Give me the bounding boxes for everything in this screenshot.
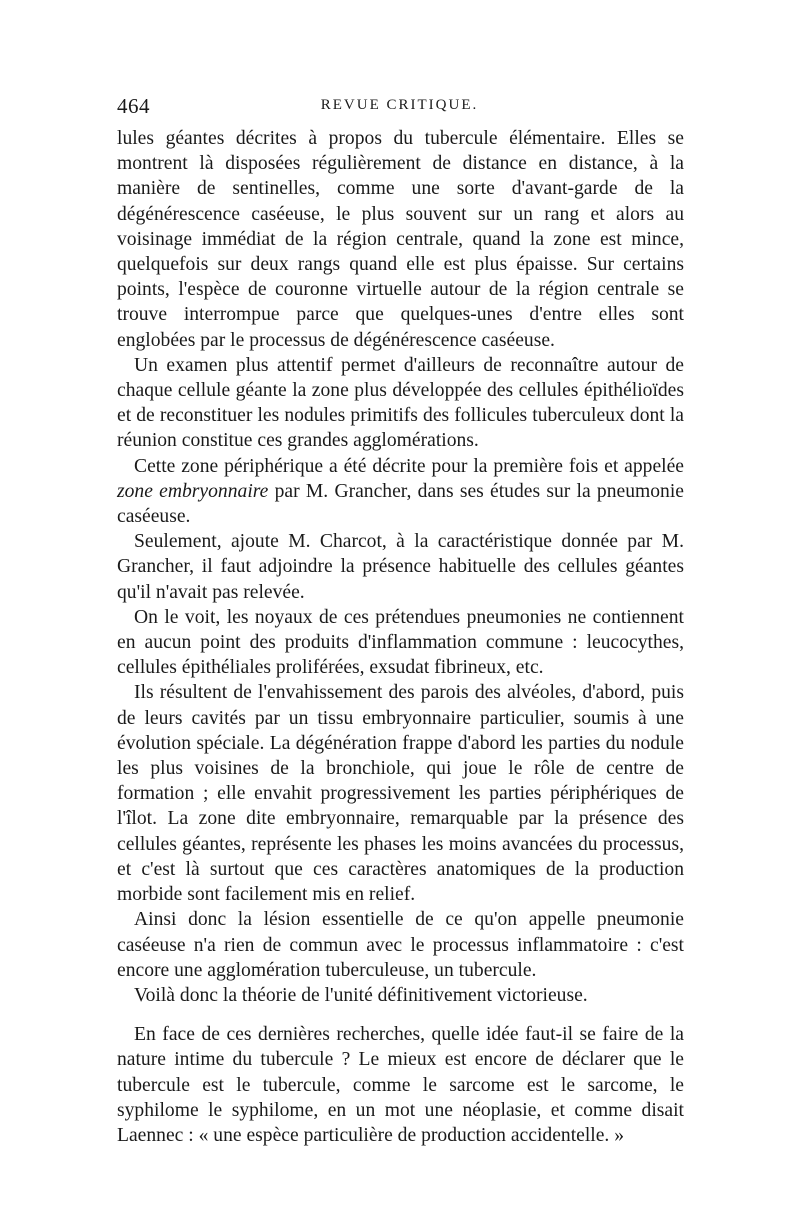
paragraph: Un examen plus attentif permet d'ailleurs de reconnaître autour de chaque cellule géante la zone plus développée des cellules épithélioïdes et de reconstituer les nodules primitifs des follicules tuberculeux dont la réunion constitue ces grandes agglomérations. bbox=[117, 354, 684, 452]
page-number: 464 bbox=[117, 94, 150, 118]
paragraph-zone-embryonnaire bbox=[117, 454, 684, 530]
paragraph: Ainsi donc la lésion essentielle de ce qu'on appelle pneumonie caséeuse n'a rien de commun avec le processus inflammatoire : c'est encore une agglomération tuberculeuse, un tubercule. bbox=[117, 909, 684, 981]
paragraph-text-before: Cette zone périphérique a été décrite pour la première fois et appelée bbox=[134, 455, 684, 477]
running-head: REVUE CRITIQUE. bbox=[320, 97, 479, 113]
italic-term: zone embryonnaire bbox=[117, 480, 269, 502]
paragraph-continued: lules géantes décrites à propos du tubercule élémentaire. Elles se montrent là disposées régulièrement de distance en distance, à la manière de sentinelles, comme une sorte d'avant-garde de la dégénérescence caséeuse, le plus souvent sur un rang et alors au voisinage immédiat de la région centrale, quand la zone est mince, quelquefois sur deux rangs quand elle est plus épaisse. Sur certains points, l'espèce de couronne virtuelle autour de la région centrale se trouve interrompue parce que quelques-unes d'entre elles sont englobées par le processus de dégénérescence caséeuse. bbox=[117, 128, 684, 351]
paragraph-text-after: par M. Grancher, dans ses études sur la pneumonie caséeuse. bbox=[117, 480, 684, 528]
page-header bbox=[117, 94, 682, 118]
paragraph: Voilà donc la théorie de l'unité définitivement victorieuse. bbox=[134, 984, 588, 1006]
paragraph-conclusion: En face de ces dernières recherches, quelle idée faut-il se faire de la nature intime du tubercule ? Le mieux est encore de déclarer que le tubercule est le tubercule, comme le sarcome est le sarcome, le syphilome le syphilome, en un mot une néoplasie, et comme disait Laennec : « une espèce particulière de production accidentelle. » bbox=[117, 1024, 684, 1146]
paragraph: Ils résultent de l'envahissement des parois des alvéoles, d'abord, puis de leurs cavités par un tissu embryonnaire particulier, soumis à une évolution spéciale. La dégénération frappe d'abord les parties du nodule les plus voisines de la bronchiole, qui joue le rôle de centre de formation ; elle envahit progressivement les parties périphériques de l'îlot. La zone dite embryonnaire, remarquable par la présence des cellules géantes, représente les phases les moins avancées du processus, et c'est là surtout que ces caractères anatomiques de la production morbide sont facilement mis en relief. bbox=[117, 682, 684, 906]
paragraph: On le voit, les noyaux de ces prétendues pneumonies ne contiennent en aucun point des produits d'inflammation commune : leucocythes, cellules épithéliales proliférées, exsudat fibrineux, etc. bbox=[117, 606, 684, 679]
body-text bbox=[117, 126, 684, 1148]
paragraph: Seulement, ajoute M. Charcot, à la caractéristique donnée par M. Grancher, il faut adjoindre la présence habituelle des cellules géantes qu'il n'avait pas relevée. bbox=[117, 531, 684, 603]
